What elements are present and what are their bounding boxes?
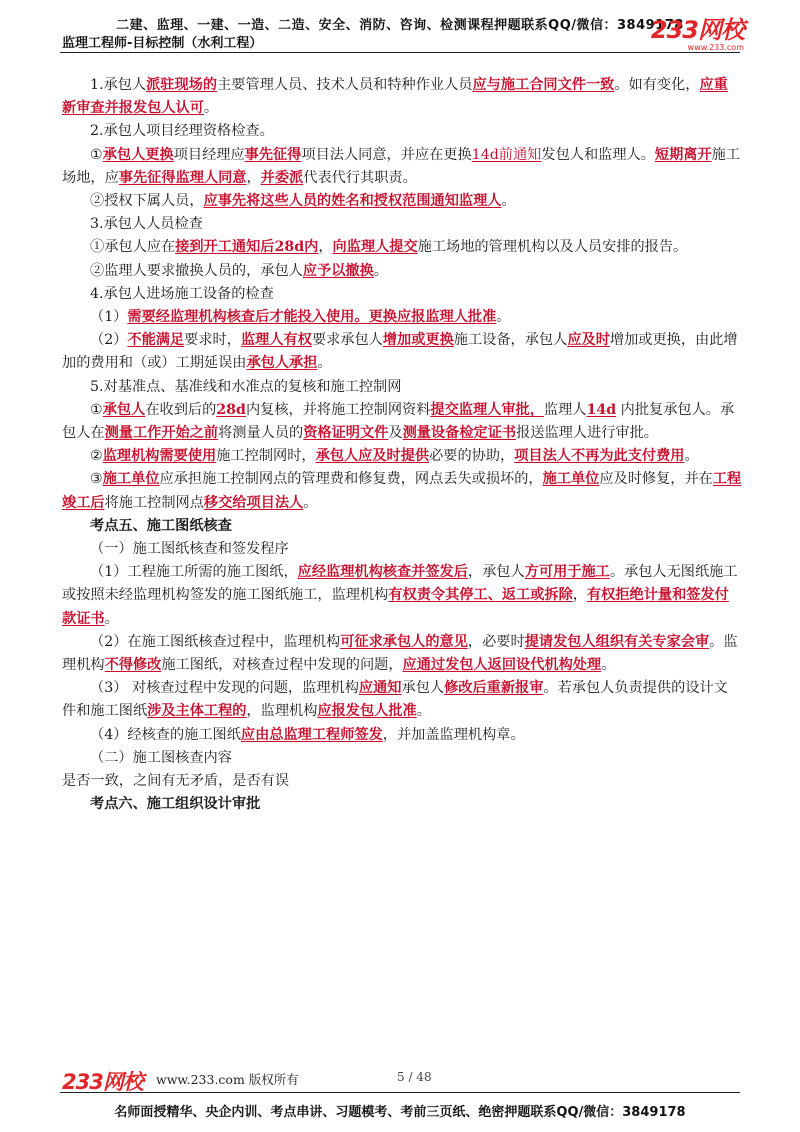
highlight: 监理机构需要使用 bbox=[102, 448, 217, 465]
text: 施工图纸，对核查过程中发现的问题， bbox=[161, 657, 403, 674]
highlight: 短期离开 bbox=[654, 146, 712, 163]
paragraph bbox=[62, 329, 742, 375]
text: ， bbox=[318, 239, 333, 256]
paragraph bbox=[62, 190, 742, 213]
text: 。 bbox=[104, 610, 119, 627]
text: ③ bbox=[90, 471, 103, 488]
highlight: 应重新审查并报发包人认可 bbox=[62, 77, 728, 117]
text: （1） bbox=[90, 309, 128, 326]
footer-copyright: www.233.com 版权所有 bbox=[156, 1072, 299, 1087]
highlight: 事先征得监理人同意 bbox=[118, 169, 247, 186]
paragraph: 2.承包人项目经理资格检查。 bbox=[90, 123, 274, 140]
text: 。 bbox=[317, 355, 332, 372]
highlight: 向监理人提交 bbox=[332, 239, 418, 256]
highlight: 接到开工通知后28d内 bbox=[175, 239, 319, 256]
highlight: 应及时 bbox=[567, 332, 610, 349]
highlight: 应通过发包人返回设代机构处理 bbox=[402, 657, 602, 674]
highlight: 增加或更换 bbox=[382, 332, 454, 349]
footer-contact-line: 名师面授精华、央企内训、考点串讲、习题模考、考前三页纸、绝密押题联系QQ/微信：3849178 bbox=[114, 1105, 686, 1120]
text: 内批复承包人。承包人在 bbox=[62, 401, 735, 442]
highlight: 工程竣工后 bbox=[62, 471, 742, 511]
text: （4）经核查的施工图纸 bbox=[90, 726, 241, 743]
paragraph bbox=[62, 468, 742, 514]
text: （2） bbox=[90, 332, 128, 349]
text: ， bbox=[572, 587, 587, 604]
paragraph: 3.承包人人员检查 bbox=[90, 216, 203, 233]
text: 。 bbox=[203, 100, 219, 117]
highlight: 应与施工合同文件一致 bbox=[472, 77, 615, 93]
highlight: 方可用于施工 bbox=[524, 564, 610, 581]
footer-logo: 233网校 bbox=[62, 1070, 143, 1094]
highlight: 测量工作开始之前 bbox=[104, 425, 219, 442]
paragraph bbox=[62, 561, 742, 631]
text: 。 bbox=[496, 309, 511, 326]
section-heading: 考点六、施工组织设计审批 bbox=[90, 796, 261, 813]
text: 发包人和监理人。 bbox=[541, 146, 655, 163]
footer-divider bbox=[60, 1092, 740, 1093]
text: 。监理机构 bbox=[62, 633, 738, 674]
text: 施工设备，承包人 bbox=[453, 332, 568, 349]
text: 1.承包人 bbox=[90, 77, 147, 93]
text: 将测量人员的 bbox=[218, 425, 304, 442]
text: 主要管理人员、技术人员和特种作业人员 bbox=[217, 77, 473, 93]
header-contact-line: 二建、监理、一建、一造、二造、安全、消防、咨询、检测课程押题联系QQ/微信：3849178 bbox=[116, 18, 684, 33]
highlight: 应通知 bbox=[358, 680, 402, 697]
highlight: 14d bbox=[586, 401, 617, 418]
highlight: 应由总监理工程师签发 bbox=[240, 726, 383, 743]
paragraph bbox=[62, 631, 742, 677]
highlight: 测量设备检定证书 bbox=[402, 425, 517, 442]
highlight: 承包人 bbox=[102, 401, 146, 418]
text: 。 bbox=[501, 193, 516, 210]
paragraph: （一）施工图纸核查和签发程序 bbox=[90, 541, 289, 558]
text: 。 bbox=[601, 657, 616, 674]
text: 要求承包人 bbox=[311, 332, 383, 349]
highlight: 28d bbox=[216, 401, 246, 418]
text: ，并加盖监理机构章。 bbox=[382, 726, 525, 743]
paragraph: 是否一致，之间有无矛盾，是否有误 bbox=[62, 773, 290, 790]
brand-logo bbox=[651, 18, 744, 52]
text: 施工控制网时， bbox=[216, 448, 316, 465]
highlight: 事先征得 bbox=[244, 146, 302, 163]
text: 应及时修复，并在 bbox=[599, 471, 713, 488]
section-heading: 考点五、施工图纸核查 bbox=[90, 517, 232, 534]
highlight: 有权责令其停工、返工或拆除 bbox=[388, 587, 573, 604]
text: 在收到后的 bbox=[145, 401, 217, 418]
highlight: 承包人承担 bbox=[246, 355, 318, 372]
text: 监理人 bbox=[543, 401, 587, 418]
document-subtitle: 监理工程师-目标控制（水利工程） bbox=[62, 36, 263, 51]
footer bbox=[62, 1066, 742, 1094]
highlight: 移交给项目法人 bbox=[203, 494, 304, 511]
text: 项目法人同意，并应在更换 bbox=[301, 146, 472, 163]
paragraph: 5.对基准点、基准线和水准点的复核和施工控制网 bbox=[90, 378, 402, 395]
text: 及 bbox=[388, 425, 403, 442]
highlight: 应经监理机构核查并签发后 bbox=[297, 564, 468, 581]
highlight: 施工单位 bbox=[542, 471, 600, 488]
paragraph bbox=[62, 724, 742, 747]
paragraph: （二）施工图核查内容 bbox=[90, 749, 232, 766]
highlight: 需要经监理机构核查后才能投入使用。更换应报监理人批准 bbox=[127, 309, 497, 326]
text: ①承包人应在 bbox=[90, 239, 176, 256]
highlight: 施工单位 bbox=[102, 471, 160, 488]
text: ① bbox=[90, 146, 103, 163]
text: 。承包人无图纸施工或按照未经监理机构签发的施工图纸施工，监理机构 bbox=[62, 564, 738, 604]
highlight: 派驻现场的 bbox=[146, 77, 218, 93]
document-body bbox=[62, 74, 742, 817]
paragraph bbox=[62, 306, 742, 329]
text: （1）工程施工所需的施工图纸， bbox=[90, 564, 298, 581]
text: ②监理人要求撤换人员的，承包人 bbox=[90, 262, 303, 279]
highlight: 项目法人不再为此支付费用 bbox=[514, 448, 685, 465]
text: （2）在施工图纸核查过程中，监理机构 bbox=[90, 633, 341, 650]
text: 。 bbox=[684, 448, 699, 465]
paragraph bbox=[62, 144, 742, 190]
text: （3） 对核查过程中发现的问题，监理机构 bbox=[90, 680, 359, 697]
text: 要求时， bbox=[184, 332, 241, 349]
paragraph bbox=[62, 677, 742, 723]
highlight: 不能满足 bbox=[127, 332, 185, 349]
text: 施工场地，应 bbox=[62, 146, 741, 186]
text: 施工场地的管理机构以及人员安排的报告。 bbox=[417, 239, 688, 256]
highlight: 应报发包人批准 bbox=[317, 703, 417, 720]
text: ① bbox=[90, 401, 103, 418]
highlight: 涉及主体工程的 bbox=[147, 703, 247, 720]
paragraph bbox=[62, 399, 742, 445]
text: 。 bbox=[416, 703, 431, 720]
text: 将施工控制网点 bbox=[104, 494, 204, 511]
logo-url: www.233.com bbox=[687, 43, 744, 52]
highlight: 应予以撤换 bbox=[302, 262, 374, 279]
highlight: 有权拒绝计量和签发付款证书 bbox=[62, 587, 729, 627]
highlight: 14d前通知 bbox=[471, 146, 542, 163]
text: 。如有变化， bbox=[614, 77, 700, 93]
highlight: 可征求承包人的意见 bbox=[340, 633, 468, 650]
logo-text: 233网校 bbox=[650, 16, 744, 44]
paragraph bbox=[62, 236, 742, 259]
highlight: 承包人应及时提供 bbox=[315, 448, 430, 465]
text: ，必要时 bbox=[467, 633, 525, 650]
text: 。 bbox=[303, 494, 318, 511]
text: ，监理机构 bbox=[246, 703, 318, 720]
highlight: 不得修改 bbox=[104, 657, 162, 674]
text: 承包人 bbox=[401, 680, 445, 697]
highlight: 提请发包人组织有关专家会审 bbox=[524, 633, 710, 650]
text: 。 bbox=[373, 262, 388, 279]
text: ，承包人 bbox=[467, 564, 525, 581]
text: 报送监理人进行审批。 bbox=[516, 425, 658, 442]
text: 增加或更换，由此增加的费用和（或）工期延误由 bbox=[62, 332, 738, 372]
highlight: 并委派 bbox=[260, 169, 304, 186]
highlight: 监理人有权 bbox=[240, 332, 312, 349]
paragraph bbox=[62, 445, 742, 468]
paragraph bbox=[62, 74, 742, 120]
text: 项目经理应 bbox=[173, 146, 245, 163]
text: 。若承包人负责提供的设计文件和施工图纸 bbox=[62, 680, 728, 720]
text: ② bbox=[90, 448, 103, 465]
highlight: 提交监理人审批， bbox=[430, 401, 544, 418]
header-divider bbox=[60, 52, 740, 53]
highlight: 修改后重新报审 bbox=[444, 680, 544, 697]
text: 代表代行其职责。 bbox=[303, 169, 417, 186]
paragraph bbox=[62, 260, 742, 283]
text: ②授权下属人员， bbox=[90, 193, 204, 210]
paragraph: 4.承包人进场施工设备的检查 bbox=[90, 285, 274, 302]
text: ， bbox=[246, 169, 261, 186]
highlight: 应事先将这些人员的姓名和授权范围通知监理人 bbox=[203, 193, 502, 210]
text: 必要的协助， bbox=[429, 448, 515, 465]
text: 应承担施工控制网点的管理费和修复费，网点丢失或损坏的， bbox=[159, 471, 543, 488]
highlight: 承包人更换 bbox=[102, 146, 174, 163]
highlight: 资格证明文件 bbox=[303, 425, 389, 442]
page-number: 5 / 48 bbox=[397, 1070, 432, 1084]
text: 内复核，并将施工控制网资料 bbox=[245, 401, 431, 418]
